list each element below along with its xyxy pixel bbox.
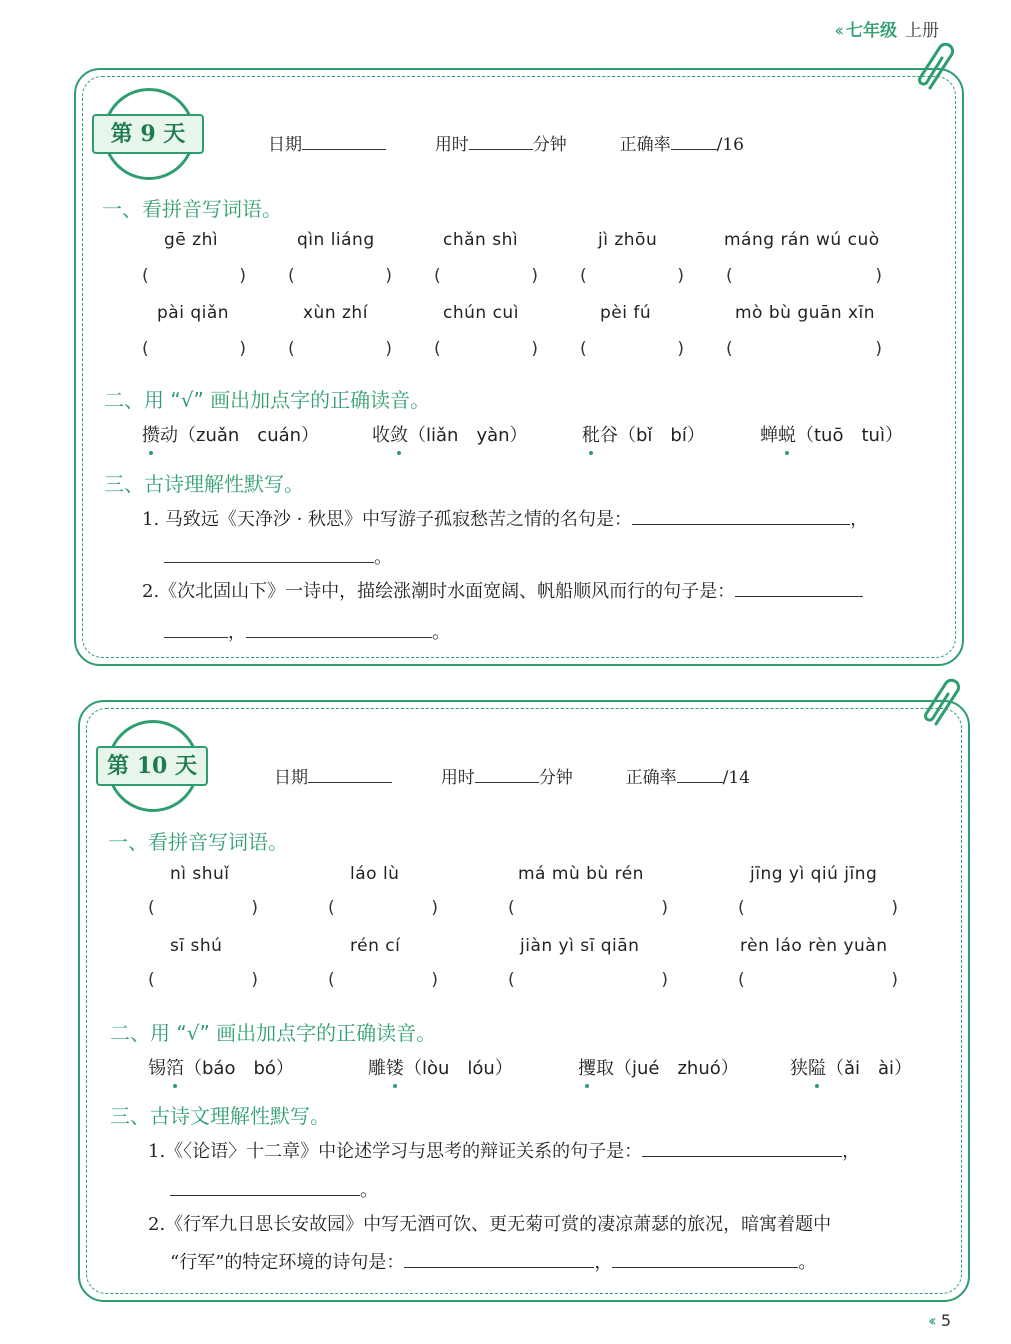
day10-meta: 日期 用时 分钟 正确率 /14 [274,768,750,788]
pinyin-prompt: jì zhōu [598,230,658,250]
time-blank[interactable] [475,766,539,783]
grade-label: 七年级 [846,21,897,41]
pinyin-prompt: má mù bù rén [518,864,644,884]
day10-badge-label: 第 10 天 [96,746,208,786]
pinyin-prompt: gē zhì [164,230,219,250]
day9-meta: 日期 用时 分钟 正确率 /16 [268,135,744,155]
day9-section3-title: 三、古诗理解性默写。 [104,472,304,496]
accuracy-blank[interactable] [677,766,723,783]
score-total: /14 [722,768,750,788]
chevron-left-icon: ‹‹ [834,21,840,41]
day10-question2-cont: “行军”的特定环境的诗句是： ， 。 [170,1252,817,1273]
day9-question1: 1. 马致远《天净沙 · 秋思》中写游子孤寂愁苦之情的名句是： ， [142,509,869,530]
pinyin-prompt: qìn liáng [297,230,375,250]
tone-choice[interactable]: 攒动（zuǎn cuán） [142,421,319,447]
tone-choice[interactable]: 锡箔（báo bó） [148,1054,294,1080]
answer-line[interactable] [612,1251,798,1268]
page-footer [928,1311,951,1330]
answer-line[interactable] [632,508,850,525]
chevron-left-icon: ‹‹ [928,1311,933,1330]
volume-label: 上册 [905,21,939,41]
grade-header [834,16,939,41]
day9-question1-cont: 。 [164,543,392,569]
pinyin-prompt: pài qiǎn [157,303,230,323]
day9-section2-title: 二、用 “√” 画出加点字的正确读音。 [104,388,431,412]
pinyin-prompt: jīng yì qiú jīng [750,864,878,884]
answer-line[interactable] [246,621,432,638]
day9-question2-cont: ， 。 [164,618,450,644]
pinyin-prompt: láo lù [350,864,400,884]
pinyin-prompt: chǎn shì [443,230,519,250]
answer-line[interactable] [164,546,374,563]
day9-question2: 2.《次北固山下》一诗中，描绘涨潮时水面宽阔、帆船顺风而行的句子是： [142,577,863,603]
accuracy-blank[interactable] [671,133,717,150]
score-total: /16 [716,135,744,155]
day9-badge [92,88,204,184]
day10-question2: 2.《行军九日思长安故园》中写无酒可饮、更无菊可赏的凄凉萧瑟的旅况，暗寓着题中 [148,1214,832,1235]
tone-choice[interactable]: 攫取（jué zhuó） [578,1054,739,1080]
pinyin-prompt: máng rán wú cuò [724,230,880,250]
answer-line[interactable] [170,1179,360,1196]
pinyin-prompt: nì shuǐ [170,864,230,884]
tone-choice[interactable]: 蝉蜕（tuō tuì） [760,421,903,447]
pinyin-prompt: chún cuì [443,303,519,323]
tone-choice[interactable]: 狭隘（ǎi ài） [790,1054,912,1080]
pinyin-prompt: mò bù guān xīn [735,303,876,323]
day10-badge [96,720,208,816]
day9-section1-title: 一、看拼音写词语。 [102,197,282,221]
date-blank[interactable] [308,766,392,783]
day10-section2-title: 二、用 “√” 画出加点字的正确读音。 [110,1021,437,1045]
answer-line[interactable] [164,621,228,638]
tone-choice[interactable]: 秕谷（bǐ bí） [582,421,705,447]
date-blank[interactable] [302,133,386,150]
time-blank[interactable] [469,133,533,150]
pinyin-prompt: rén cí [350,936,401,956]
answer-line[interactable] [735,580,863,597]
day10-section1-title: 一、看拼音写词语。 [108,830,288,854]
pinyin-prompt: jiàn yì sī qiān [520,936,640,956]
pinyin-prompt: pèi fú [600,303,652,323]
paperclip-icon [912,40,962,98]
pinyin-prompt: sī shú [170,936,223,956]
paperclip-icon [918,676,968,734]
day9-badge-label: 第 9 天 [92,114,204,154]
page-number: 5 [940,1311,951,1330]
tone-choice[interactable]: 雕镂（lòu lóu） [368,1054,513,1080]
answer-line[interactable] [404,1251,594,1268]
day10-question1: 1.《〈论语〉十二章》中论述学习与思考的辩证关系的句子是： ， [148,1141,861,1162]
pinyin-prompt: xùn zhí [303,303,368,323]
answer-line[interactable] [642,1140,842,1157]
day10-section3-title: 三、古诗文理解性默写。 [110,1104,330,1128]
pinyin-prompt: rèn láo rèn yuàn [740,936,888,956]
day10-question1-cont: 。 [170,1176,378,1202]
tone-choice[interactable]: 收敛（liǎn yàn） [372,421,528,447]
